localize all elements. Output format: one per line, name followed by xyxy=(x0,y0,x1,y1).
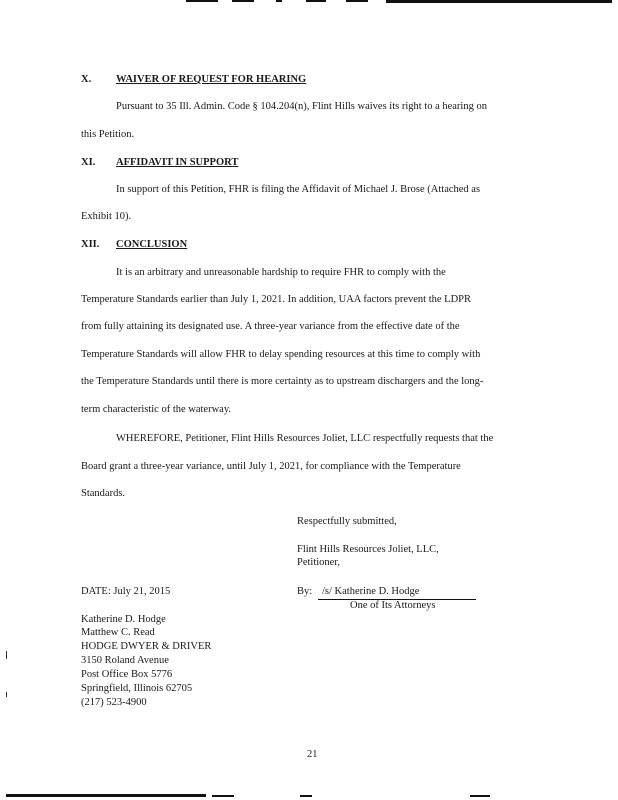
top-scan-rule-5 xyxy=(346,0,368,2)
section-xi-title: AFFIDAVIT IN SUPPORT xyxy=(116,157,239,168)
section-xii-line-6: term characteristic of the waterway. xyxy=(81,404,232,415)
wherefore-line-2: Board grant a three-year variance, until July 1, 2021, for compliance with the Temperature xyxy=(81,461,461,472)
section-x-number: X. xyxy=(81,74,92,85)
bottom-scan-rule-4 xyxy=(470,795,490,797)
section-xii-line-5: the Temperature Standards until there is more certainty as to upstream dischargers and the long- xyxy=(81,376,484,387)
top-scan-rule-2 xyxy=(232,0,254,2)
attorney-line-3: HODGE DWYER & DRIVER xyxy=(81,641,212,652)
signer-title: One of Its Attorneys xyxy=(350,600,436,611)
section-x-line-2: this Petition. xyxy=(81,129,135,140)
attorney-line-5: Post Office Box 5776 xyxy=(81,669,173,680)
margin-scan-mark-2 xyxy=(6,692,7,697)
attorney-line-6: Springfield, Illinois 62705 xyxy=(81,683,193,694)
respectfully-submitted: Respectfully submitted, xyxy=(297,516,397,527)
top-scan-rule-4 xyxy=(306,0,326,2)
top-scan-rule-3 xyxy=(276,0,282,2)
top-scan-rule-1 xyxy=(186,0,218,2)
section-xi-number: XI. xyxy=(81,157,96,168)
bottom-scan-rule-2 xyxy=(212,795,234,797)
attorney-line-7: (217) 523-4900 xyxy=(81,697,147,708)
section-xii-number: XII. xyxy=(81,239,100,250)
page-number: 21 xyxy=(307,749,318,760)
signer-signature: /s/ Katherine D. Hodge xyxy=(322,586,420,597)
bottom-scan-rule-3 xyxy=(300,795,312,797)
section-xii-line-4: Temperature Standards will allow FHR to delay spending resources at this time to comply with xyxy=(81,349,481,360)
section-x-line-1: Pursuant to 35 Ill. Admin. Code § 104.204(n), Flint Hills waives its right to a hearing on xyxy=(116,101,487,112)
attorney-line-4: 3150 Roland Avenue xyxy=(81,655,169,666)
attorney-line-1: Katherine D. Hodge xyxy=(81,614,166,625)
bottom-scan-rule-1 xyxy=(6,794,206,797)
section-xii-line-2: Temperature Standards earlier than July 1, 2021. In addition, UAA factors prevent the LDPR xyxy=(81,294,471,305)
section-xi-line-2: Exhibit 10). xyxy=(81,211,132,222)
section-xi-line-1: In support of this Petition, FHR is filing the Affidavit of Michael J. Brose (Attached as xyxy=(116,184,481,195)
date-line: DATE: July 21, 2015 xyxy=(81,586,171,597)
by-label: By: xyxy=(297,586,313,597)
wherefore-line-3: Standards. xyxy=(81,488,126,499)
wherefore-line-1: WHEREFORE, Petitioner, Flint Hills Resources Joliet, LLC respectfully requests that the xyxy=(116,433,494,444)
attorney-line-2: Matthew C. Read xyxy=(81,627,155,638)
section-xii-line-3: from fully attaining its designated use. A three-year variance from the effective date of the xyxy=(81,321,460,332)
section-xii-line-1: It is an arbitrary and unreasonable hardship to require FHR to comply with the xyxy=(116,267,446,278)
margin-scan-mark-1 xyxy=(6,651,7,659)
party-role: Petitioner, xyxy=(297,557,341,568)
section-x-title: WAIVER OF REQUEST FOR HEARING xyxy=(116,74,307,85)
party-name: Flint Hills Resources Joliet, LLC, xyxy=(297,544,439,555)
top-scan-rule-6 xyxy=(386,0,612,3)
section-xii-title: CONCLUSION xyxy=(116,239,188,250)
